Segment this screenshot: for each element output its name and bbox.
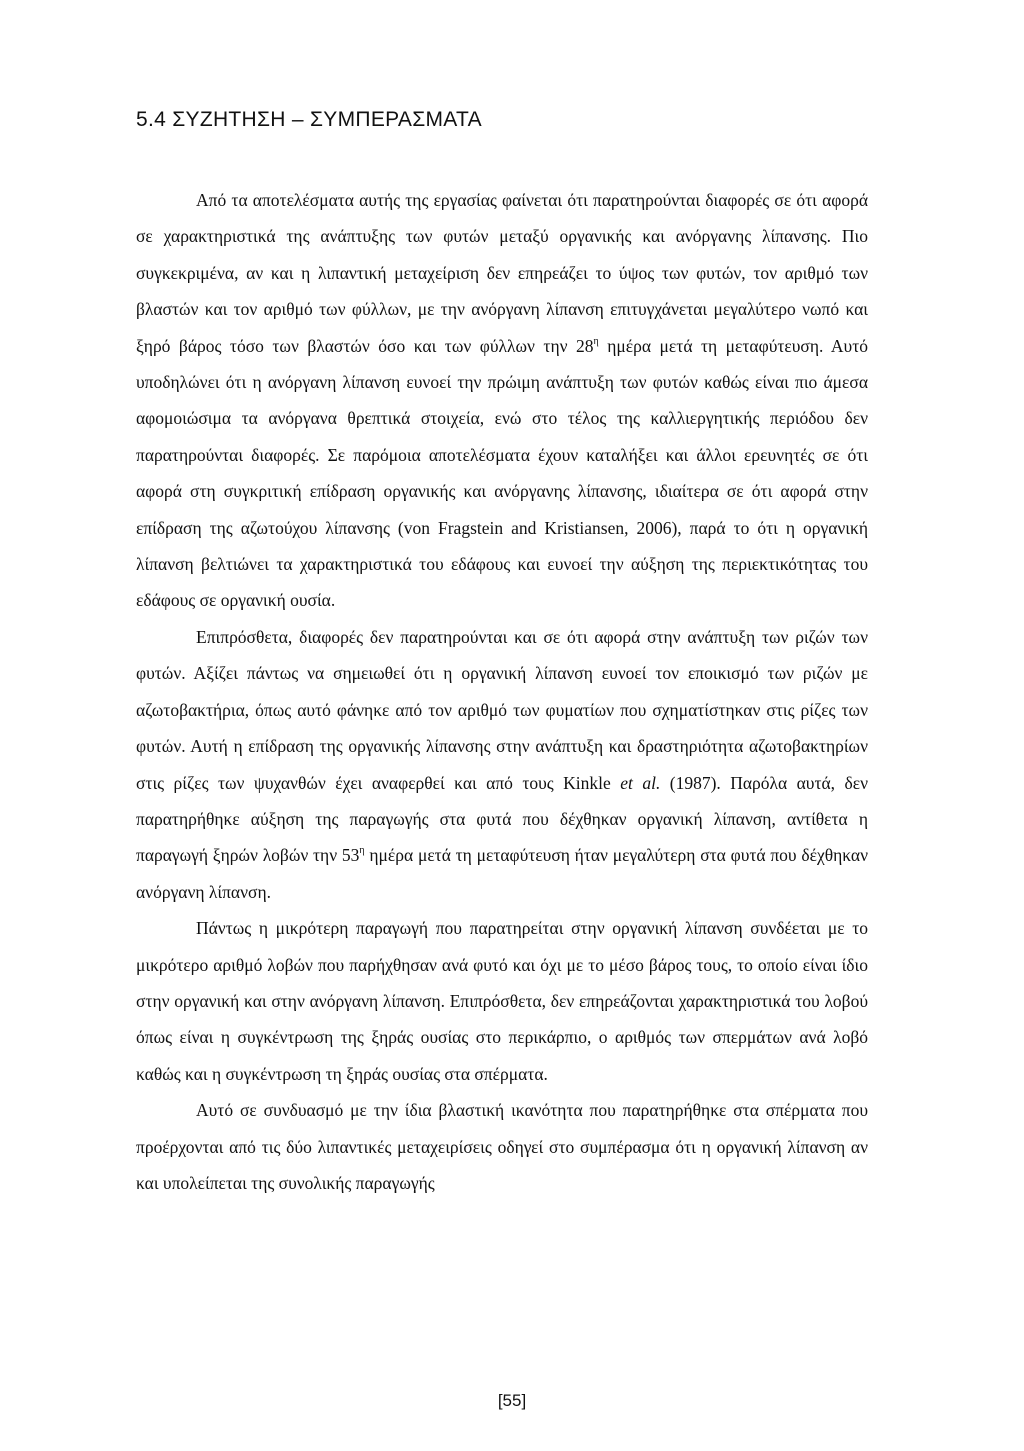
paragraph-2-text-c: ημέρα μετά τη μεταφύτευση ήταν μεγαλύτερη στα φυτά που δέχθηκαν ανόργανη λίπανση. — [136, 845, 868, 902]
paragraph-2 — [136, 619, 868, 910]
body-text — [136, 182, 868, 1201]
page-number: [55] — [497, 1391, 527, 1410]
superscript-ordinal: η — [359, 845, 365, 857]
paragraph-2-text-a: Επιπρόσθετα, διαφορές δεν παρατηρούνται και σε ότι αφορά στην ανάπτυξη των ριζών των φυτών. Αξίζει πάντως να σημειωθεί ότι η οργανική λίπανση ευνοεί τον εποικισμό των ριζών με αζωτοβακτήρια, όπως αυτό φάνηκε από τον αριθμό των φυματίων που σχηματίστηκαν στις ρίζες των φυτών. Αυτή η επίδραση της οργανικής λίπανσης στην ανάπτυξη και δραστηριότητα αζωτοβακτηρίων στις ρίζες των ψυχανθών έχει αναφερθεί και από τους Kinkle — [136, 626, 868, 793]
section-heading: 5.4 ΣΥΖΗΤΗΣΗ – ΣΥΜΠΕΡΑΣΜΑΤΑ — [136, 108, 482, 131]
paragraph-1-text-a: Από τα αποτελέσματα αυτής της εργασίας φαίνεται ότι παρατηρούνται διαφορές σε ότι αφορά σε χαρακτηριστικά της ανάπτυξης των φυτών μεταξύ οργανικής και ανόργανης λίπανσης. Πιο συγκεκριμένα, αν και η λιπαντική μεταχείριση δεν επηρεάζει το ύψος των φυτών, τον αριθμό των βλαστών και τον αριθμό των φύλλων, με την ανόργανη λίπανση επιτυγχάνεται μεγαλύτερο νωπό και ξηρό βάρος τόσο των βλαστών όσο και των φύλλων την 28 — [136, 190, 868, 356]
superscript-ordinal: η — [593, 335, 599, 347]
paragraph-4: Αυτό σε συνδυασμό με την ίδια βλαστική ικανότητα που παρατηρήθηκε στα σπέρματα που προέρχονται από τις δύο λιπαντικές μεταχειρίσεις οδηγεί στο συμπέρασμα ότι η οργανική λίπανση αν και υπολείπεται της συνολικής παραγωγής — [136, 1100, 868, 1193]
paragraph-1-text-b: ημέρα μετά τη μεταφύτευση. Αυτό υποδηλώνει ότι η ανόργανη λίπανση ευνοεί την πρώιμη ανάπτυξη των φυτών καθώς είναι πιο άμεσα αφομοιώσιμα τα ανόργανα θρεπτικά στοιχεία, ενώ στο τέλος της καλλιεργητικής περιόδου δεν παρατηρούνται διαφορές. Σε παρόμοια αποτελέσματα έχουν καταλήξει και άλλοι ερευνητές σε ότι αφορά στη συγκριτική επίδραση οργανικής και ανόργανης λίπανσης, ιδιαίτερα σε ότι αφορά στην επίδραση της αζωτούχου λίπανσης (von Fragstein and Kristiansen, 2006), παρά το ότι η οργανική λίπανση βελτιώνει τα χαρακτηριστικά του εδάφους και ευνοεί την αύξηση της περιεκτικότητας του εδάφους σε οργανική ουσία. — [136, 335, 868, 611]
paragraph-2-text-b: (1987). Παρόλα αυτά, δεν παρατηρήθηκε αύξηση της παραγωγής στα φυτά που δέχθηκαν οργανική λίπανση, αντίθετα η παραγωγή ξηρών λοβών την 53 — [136, 772, 869, 866]
citation-et-al: et al. — [620, 772, 661, 793]
paragraph-3: Πάντως η μικρότερη παραγωγή που παρατηρείται στην οργανική λίπανση συνδέεται με το μικρότερο αριθμό λοβών που παρήχθησαν ανά φυτό και όχι με το μέσο βάρος τους, το οποίο είναι ίδιο στην οργανική και στην ανόργανη λίπανση. Επιπρόσθετα, δεν επηρεάζονται χαρακτηριστικά του λοβού όπως είναι η συγκέντρωση της ξηράς ουσίας στο περικάρπιο, ο αριθμός των σπερμάτων ανά λοβό καθώς και η συγκέντρωση τη ξηράς ουσίας στα σπέρματα. — [136, 918, 868, 1084]
paragraph-1 — [136, 182, 868, 619]
